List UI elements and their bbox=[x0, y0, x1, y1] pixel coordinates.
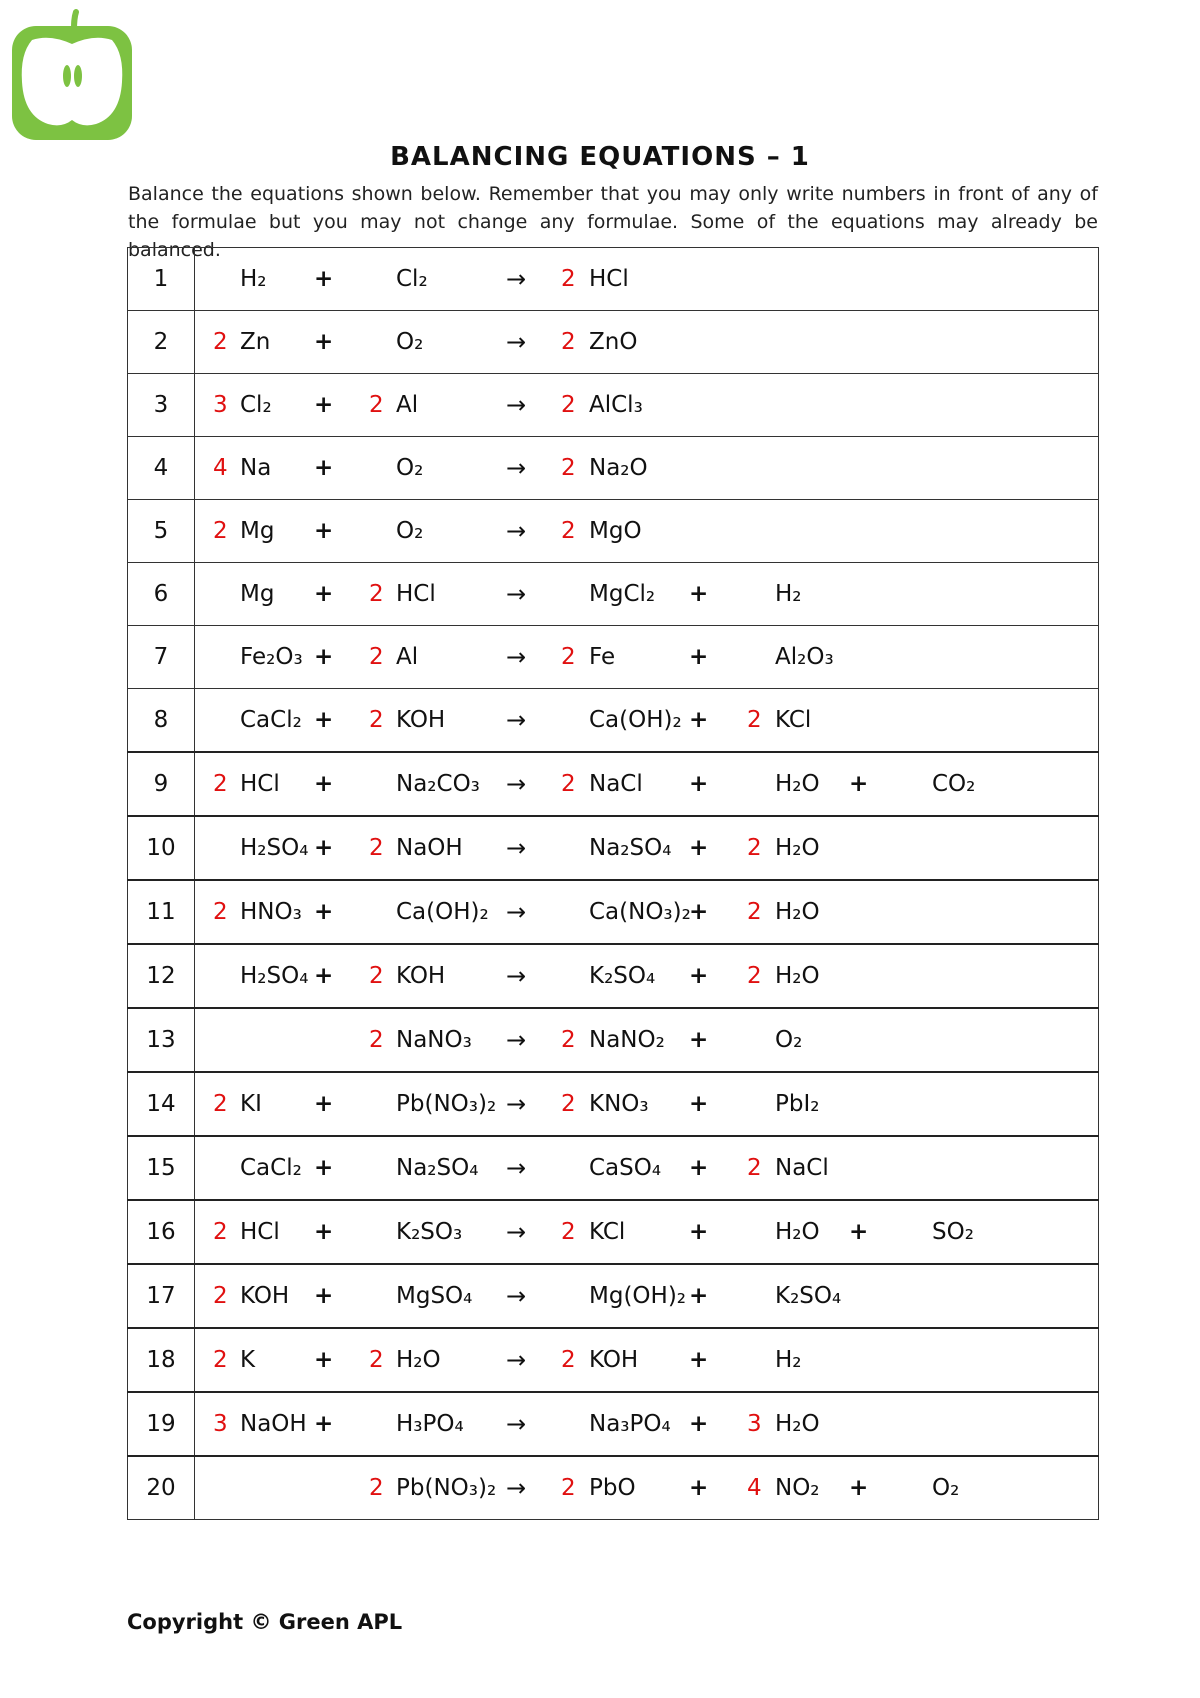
formula: O₂ bbox=[932, 1475, 960, 1501]
plus-sign: + bbox=[689, 1347, 709, 1373]
equation-row bbox=[128, 248, 1099, 311]
plus-sign: + bbox=[314, 392, 334, 418]
coefficient: 2 bbox=[369, 707, 384, 733]
formula: KOH bbox=[396, 707, 446, 733]
equation-number: 19 bbox=[128, 1392, 195, 1456]
coefficient: 2 bbox=[561, 1475, 576, 1501]
formula: HCl bbox=[396, 581, 436, 607]
plus-sign: + bbox=[314, 455, 334, 481]
equation-cell bbox=[195, 689, 1099, 753]
equation-row bbox=[128, 437, 1099, 500]
equation-number: 8 bbox=[128, 689, 195, 753]
plus-sign: + bbox=[314, 266, 334, 292]
reaction-arrow-icon: → bbox=[506, 454, 527, 482]
coefficient: 2 bbox=[561, 1091, 576, 1117]
formula: H₂SO₄ bbox=[240, 963, 309, 989]
formula: Cl₂ bbox=[396, 266, 428, 292]
formula: NO₂ bbox=[775, 1475, 820, 1501]
plus-sign: + bbox=[314, 899, 334, 925]
equation-row bbox=[128, 1328, 1099, 1392]
equation-number: 7 bbox=[128, 626, 195, 689]
reaction-arrow-icon: → bbox=[506, 1410, 527, 1438]
coefficient: 3 bbox=[213, 392, 228, 418]
plus-sign: + bbox=[849, 1475, 869, 1501]
plus-sign: + bbox=[314, 1155, 334, 1181]
formula: O₂ bbox=[775, 1027, 803, 1053]
formula: H₂ bbox=[775, 581, 802, 607]
formula: H₂SO₄ bbox=[240, 835, 309, 861]
reaction-arrow-icon: → bbox=[506, 1154, 527, 1182]
plus-sign: + bbox=[314, 581, 334, 607]
formula: H₂O bbox=[396, 1347, 441, 1373]
formula: Ca(NO₃)₂ bbox=[589, 899, 691, 925]
equation-row bbox=[128, 1264, 1099, 1328]
formula: Fe₂O₃ bbox=[240, 644, 303, 670]
reaction-arrow-icon: → bbox=[506, 1346, 527, 1374]
equation-number: 11 bbox=[128, 880, 195, 944]
coefficient: 2 bbox=[213, 899, 228, 925]
equation-cell bbox=[195, 248, 1099, 311]
equation-cell bbox=[195, 311, 1099, 374]
equation-row bbox=[128, 689, 1099, 753]
coefficient: 2 bbox=[747, 707, 762, 733]
plus-sign: + bbox=[689, 581, 709, 607]
formula: Na bbox=[240, 455, 272, 481]
formula: KCl bbox=[589, 1219, 626, 1245]
coefficient: 2 bbox=[747, 963, 762, 989]
coefficient: 2 bbox=[747, 899, 762, 925]
formula: K bbox=[240, 1347, 256, 1373]
equation-row bbox=[128, 1200, 1099, 1264]
equation-cell bbox=[195, 752, 1099, 816]
formula: KOH bbox=[589, 1347, 639, 1373]
plus-sign: + bbox=[689, 1027, 709, 1053]
equation-cell bbox=[195, 437, 1099, 500]
formula: MgSO₄ bbox=[396, 1283, 473, 1309]
formula: K₂SO₄ bbox=[589, 963, 656, 989]
formula: Ca(OH)₂ bbox=[589, 707, 682, 733]
equation-cell bbox=[195, 1328, 1099, 1392]
reaction-arrow-icon: → bbox=[506, 517, 527, 545]
formula: Pb(NO₃)₂ bbox=[396, 1091, 497, 1117]
equation-cell bbox=[195, 374, 1099, 437]
formula: O₂ bbox=[396, 518, 424, 544]
equation-number: 18 bbox=[128, 1328, 195, 1392]
formula: H₃PO₄ bbox=[396, 1411, 464, 1437]
equation-number: 9 bbox=[128, 752, 195, 816]
coefficient: 2 bbox=[561, 1219, 576, 1245]
coefficient: 2 bbox=[213, 1219, 228, 1245]
formula: NaCl bbox=[589, 771, 643, 797]
formula: NaNO₃ bbox=[396, 1027, 472, 1053]
equation-row bbox=[128, 1008, 1099, 1072]
formula: KOH bbox=[240, 1283, 290, 1309]
coefficient: 4 bbox=[747, 1475, 762, 1501]
coefficient: 4 bbox=[213, 455, 228, 481]
equation-row bbox=[128, 500, 1099, 563]
equation-number: 6 bbox=[128, 563, 195, 626]
formula: H₂O bbox=[775, 1219, 820, 1245]
coefficient: 2 bbox=[369, 644, 384, 670]
plus-sign: + bbox=[689, 1283, 709, 1309]
coefficient: 2 bbox=[369, 581, 384, 607]
equation-row bbox=[128, 1072, 1099, 1136]
equation-cell bbox=[195, 563, 1099, 626]
plus-sign: + bbox=[689, 1219, 709, 1245]
formula: Na₂CO₃ bbox=[396, 771, 480, 797]
plus-sign: + bbox=[689, 707, 709, 733]
coefficient: 2 bbox=[213, 329, 228, 355]
reaction-arrow-icon: → bbox=[506, 770, 527, 798]
plus-sign: + bbox=[314, 1411, 334, 1437]
plus-sign: + bbox=[689, 644, 709, 670]
plus-sign: + bbox=[314, 1283, 334, 1309]
formula: AlCl₃ bbox=[589, 392, 643, 418]
formula: O₂ bbox=[396, 329, 424, 355]
formula: H₂ bbox=[775, 1347, 802, 1373]
equation-number: 16 bbox=[128, 1200, 195, 1264]
reaction-arrow-icon: → bbox=[506, 1090, 527, 1118]
formula: ZnO bbox=[589, 329, 638, 355]
formula: HNO₃ bbox=[240, 899, 302, 925]
plus-sign: + bbox=[314, 1347, 334, 1373]
coefficient: 2 bbox=[561, 1347, 576, 1373]
equation-cell bbox=[195, 1008, 1099, 1072]
coefficient: 2 bbox=[561, 644, 576, 670]
reaction-arrow-icon: → bbox=[506, 265, 527, 293]
equation-number: 20 bbox=[128, 1456, 195, 1520]
formula: H₂O bbox=[775, 899, 820, 925]
plus-sign: + bbox=[689, 835, 709, 861]
equation-row bbox=[128, 1456, 1099, 1520]
equation-cell bbox=[195, 500, 1099, 563]
formula: Fe bbox=[589, 644, 616, 670]
coefficient: 2 bbox=[369, 963, 384, 989]
equation-row bbox=[128, 944, 1099, 1008]
equation-cell bbox=[195, 1264, 1099, 1328]
equation-row bbox=[128, 311, 1099, 374]
equation-row bbox=[128, 880, 1099, 944]
formula: PbO bbox=[589, 1475, 636, 1501]
formula: NaCl bbox=[775, 1155, 829, 1181]
reaction-arrow-icon: → bbox=[506, 834, 527, 862]
formula: SO₂ bbox=[932, 1219, 974, 1245]
coefficient: 2 bbox=[561, 266, 576, 292]
coefficient: 2 bbox=[213, 1091, 228, 1117]
formula: CO₂ bbox=[932, 771, 976, 797]
coefficient: 2 bbox=[561, 1027, 576, 1053]
equation-row bbox=[128, 374, 1099, 437]
formula: Na₂SO₄ bbox=[589, 835, 672, 861]
formula: Na₂O bbox=[589, 455, 648, 481]
plus-sign: + bbox=[689, 771, 709, 797]
formula: H₂ bbox=[240, 266, 267, 292]
equation-number: 12 bbox=[128, 944, 195, 1008]
coefficient: 2 bbox=[561, 771, 576, 797]
formula: Mg bbox=[240, 581, 275, 607]
page-title: BALANCING EQUATIONS – 1 bbox=[390, 142, 810, 172]
plus-sign: + bbox=[689, 1091, 709, 1117]
plus-sign: + bbox=[314, 329, 334, 355]
coefficient: 2 bbox=[213, 1347, 228, 1373]
plus-sign: + bbox=[314, 707, 334, 733]
reaction-arrow-icon: → bbox=[506, 706, 527, 734]
equation-cell bbox=[195, 1392, 1099, 1456]
equation-number: 10 bbox=[128, 816, 195, 880]
coefficient: 2 bbox=[369, 1027, 384, 1053]
formula: NaNO₂ bbox=[589, 1027, 665, 1053]
plus-sign: + bbox=[689, 1155, 709, 1181]
plus-sign: + bbox=[314, 771, 334, 797]
equation-number: 17 bbox=[128, 1264, 195, 1328]
coefficient: 2 bbox=[561, 518, 576, 544]
reaction-arrow-icon: → bbox=[506, 1474, 527, 1502]
green-apple-logo-icon bbox=[10, 8, 135, 143]
copyright-text: Copyright © Green APL bbox=[127, 1610, 403, 1634]
formula: HCl bbox=[240, 771, 280, 797]
coefficient: 2 bbox=[561, 392, 576, 418]
reaction-arrow-icon: → bbox=[506, 1026, 527, 1054]
equation-cell bbox=[195, 1136, 1099, 1200]
equation-row bbox=[128, 626, 1099, 689]
equation-number: 2 bbox=[128, 311, 195, 374]
formula: NaOH bbox=[240, 1411, 307, 1437]
reaction-arrow-icon: → bbox=[506, 328, 527, 356]
reaction-arrow-icon: → bbox=[506, 391, 527, 419]
formula: Na₂SO₄ bbox=[396, 1155, 479, 1181]
formula: HCl bbox=[240, 1219, 280, 1245]
coefficient: 2 bbox=[369, 1475, 384, 1501]
plus-sign: + bbox=[689, 899, 709, 925]
coefficient: 3 bbox=[747, 1411, 762, 1437]
formula: H₂O bbox=[775, 963, 820, 989]
equation-number: 13 bbox=[128, 1008, 195, 1072]
equation-cell bbox=[195, 1200, 1099, 1264]
formula: Al bbox=[396, 644, 419, 670]
plus-sign: + bbox=[314, 1219, 334, 1245]
equation-row bbox=[128, 816, 1099, 880]
equation-row bbox=[128, 563, 1099, 626]
plus-sign: + bbox=[314, 518, 334, 544]
plus-sign: + bbox=[689, 963, 709, 989]
equation-row bbox=[128, 1136, 1099, 1200]
formula: K₂SO₄ bbox=[775, 1283, 842, 1309]
coefficient: 2 bbox=[747, 835, 762, 861]
equation-row bbox=[128, 1392, 1099, 1456]
formula: MgCl₂ bbox=[589, 581, 656, 607]
reaction-arrow-icon: → bbox=[506, 962, 527, 990]
equations-table bbox=[127, 247, 1099, 1520]
coefficient: 2 bbox=[213, 518, 228, 544]
formula: HCl bbox=[589, 266, 629, 292]
equation-number: 1 bbox=[128, 248, 195, 311]
equation-cell bbox=[195, 1456, 1099, 1520]
equation-number: 14 bbox=[128, 1072, 195, 1136]
formula: PbI₂ bbox=[775, 1091, 820, 1117]
formula: Al₂O₃ bbox=[775, 644, 834, 670]
formula: KNO₃ bbox=[589, 1091, 649, 1117]
formula: Pb(NO₃)₂ bbox=[396, 1475, 497, 1501]
plus-sign: + bbox=[849, 771, 869, 797]
formula: Mg bbox=[240, 518, 275, 544]
equation-cell bbox=[195, 1072, 1099, 1136]
formula: O₂ bbox=[396, 455, 424, 481]
plus-sign: + bbox=[314, 1091, 334, 1117]
equation-row bbox=[128, 752, 1099, 816]
equation-number: 4 bbox=[128, 437, 195, 500]
reaction-arrow-icon: → bbox=[506, 643, 527, 671]
equation-cell bbox=[195, 944, 1099, 1008]
formula: Zn bbox=[240, 329, 271, 355]
formula: Al bbox=[396, 392, 419, 418]
formula: CaCl₂ bbox=[240, 1155, 302, 1181]
plus-sign: + bbox=[314, 644, 334, 670]
equation-cell bbox=[195, 880, 1099, 944]
equation-cell bbox=[195, 816, 1099, 880]
coefficient: 2 bbox=[747, 1155, 762, 1181]
formula: CaSO₄ bbox=[589, 1155, 662, 1181]
formula: K₂SO₃ bbox=[396, 1219, 463, 1245]
plus-sign: + bbox=[314, 835, 334, 861]
formula: CaCl₂ bbox=[240, 707, 302, 733]
formula: H₂O bbox=[775, 835, 820, 861]
plus-sign: + bbox=[689, 1475, 709, 1501]
formula: NaOH bbox=[396, 835, 463, 861]
formula: H₂O bbox=[775, 1411, 820, 1437]
plus-sign: + bbox=[849, 1219, 869, 1245]
instructions-text: Balance the equations shown below. Remember that you may only write numbers in front of any of the formulae but you may not change any formulae. Some of the equations may already be balanced. bbox=[128, 183, 1098, 261]
coefficient: 2 bbox=[369, 835, 384, 861]
coefficient: 2 bbox=[561, 329, 576, 355]
plus-sign: + bbox=[689, 1411, 709, 1437]
equation-number: 3 bbox=[128, 374, 195, 437]
reaction-arrow-icon: → bbox=[506, 1218, 527, 1246]
equation-number: 15 bbox=[128, 1136, 195, 1200]
coefficient: 2 bbox=[369, 1347, 384, 1373]
coefficient: 2 bbox=[213, 771, 228, 797]
formula: Mg(OH)₂ bbox=[589, 1283, 687, 1309]
coefficient: 3 bbox=[213, 1411, 228, 1437]
coefficient: 2 bbox=[213, 1283, 228, 1309]
formula: MgO bbox=[589, 518, 642, 544]
equation-number: 5 bbox=[128, 500, 195, 563]
equation-cell bbox=[195, 626, 1099, 689]
formula: Na₃PO₄ bbox=[589, 1411, 671, 1437]
formula: Cl₂ bbox=[240, 392, 272, 418]
coefficient: 2 bbox=[561, 455, 576, 481]
reaction-arrow-icon: → bbox=[506, 1282, 527, 1310]
formula: KOH bbox=[396, 963, 446, 989]
formula: H₂O bbox=[775, 771, 820, 797]
formula: Ca(OH)₂ bbox=[396, 899, 489, 925]
coefficient: 2 bbox=[369, 392, 384, 418]
plus-sign: + bbox=[314, 963, 334, 989]
reaction-arrow-icon: → bbox=[506, 898, 527, 926]
formula: KI bbox=[240, 1091, 262, 1117]
reaction-arrow-icon: → bbox=[506, 580, 527, 608]
formula: KCl bbox=[775, 707, 812, 733]
